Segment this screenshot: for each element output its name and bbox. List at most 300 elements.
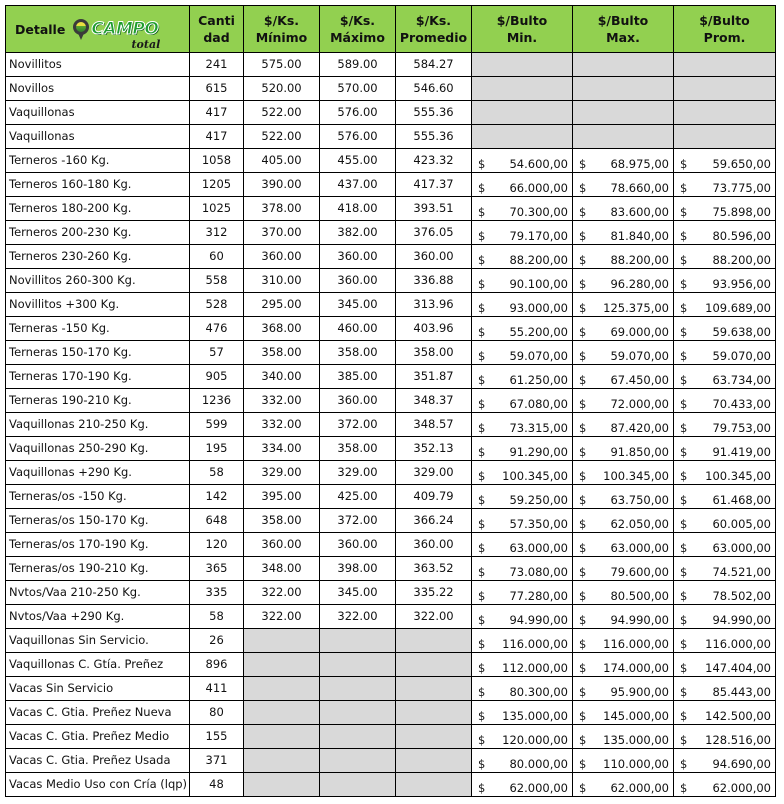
cell-kg-min: 378.00: [244, 197, 320, 221]
currency-symbol: $: [579, 349, 587, 363]
cell-detalle: Vaquillonas: [6, 101, 190, 125]
cell-detalle: Vacas C. Gtia. Preñez Nueva: [6, 701, 190, 725]
table-row: [6, 125, 776, 149]
amount: 79.600,00: [610, 565, 669, 579]
price-table-container: [5, 5, 776, 797]
cell-bulto-max: [573, 101, 674, 125]
cell-bulto-prom: [674, 773, 776, 797]
cell-bulto-prom: [674, 293, 776, 317]
cell-kg-max: 358.00: [320, 437, 396, 461]
price-table: [5, 5, 776, 797]
cell-bulto-max: [573, 197, 674, 221]
cell-kg-min: 348.00: [244, 557, 320, 581]
currency-symbol: $: [680, 349, 688, 363]
amount: 135.000,00: [603, 733, 669, 747]
amount: 62.050,00: [610, 517, 669, 531]
cell-bulto-prom: [674, 557, 776, 581]
cell-bulto-min: [472, 437, 573, 461]
currency-symbol: $: [478, 397, 486, 411]
currency-symbol: $: [478, 301, 486, 315]
cell-cantidad: 48: [190, 773, 244, 797]
amount: 116.000,00: [603, 637, 669, 651]
cell-detalle: Vaquillonas 210-250 Kg.: [6, 413, 190, 437]
cell-kg-prom: 322.00: [396, 605, 472, 629]
currency-symbol: $: [680, 613, 688, 627]
cell-bulto-prom: [674, 149, 776, 173]
header-kg-min: $/Ks. Mínimo: [244, 6, 320, 53]
cell-kg-prom: 348.37: [396, 389, 472, 413]
cell-kg-min: [244, 773, 320, 797]
cell-kg-max: 358.00: [320, 341, 396, 365]
cell-detalle: Terneros 200-230 Kg.: [6, 221, 190, 245]
cell-kg-max: 460.00: [320, 317, 396, 341]
cell-kg-prom: 423.32: [396, 149, 472, 173]
cell-detalle: Terneras 170-190 Kg.: [6, 365, 190, 389]
table-row: [6, 605, 776, 629]
cell-bulto-min: [472, 461, 573, 485]
cell-cantidad: 155: [190, 725, 244, 749]
campo-total-logo: [73, 11, 161, 51]
cell-kg-max: [320, 701, 396, 725]
currency-symbol: $: [478, 637, 486, 651]
cell-detalle: Vacas Sin Servicio: [6, 677, 190, 701]
cell-detalle: Vacas C. Gtia. Preñez Medio: [6, 725, 190, 749]
cell-bulto-prom: [674, 749, 776, 773]
cell-bulto-prom: [674, 701, 776, 725]
amount: 79.170,00: [509, 229, 568, 243]
cell-bulto-prom: [674, 533, 776, 557]
amount: 112.000,00: [502, 661, 568, 675]
table-row: [6, 533, 776, 557]
table-row: [6, 629, 776, 653]
cell-kg-max: 372.00: [320, 509, 396, 533]
cell-kg-prom: 358.00: [396, 341, 472, 365]
cell-kg-prom: 555.36: [396, 101, 472, 125]
header-cantidad: Canti dad: [190, 6, 244, 53]
cell-kg-min: [244, 677, 320, 701]
cell-kg-min: 575.00: [244, 53, 320, 77]
currency-symbol: $: [680, 301, 688, 315]
cell-bulto-max: [573, 245, 674, 269]
cell-kg-max: 398.00: [320, 557, 396, 581]
currency-symbol: $: [579, 397, 587, 411]
currency-symbol: $: [579, 757, 587, 771]
cell-bulto-prom: [674, 197, 776, 221]
currency-symbol: $: [478, 757, 486, 771]
cell-cantidad: 1205: [190, 173, 244, 197]
cell-bulto-max: [573, 317, 674, 341]
currency-symbol: $: [478, 253, 486, 267]
cell-kg-max: 360.00: [320, 245, 396, 269]
currency-symbol: $: [478, 373, 486, 387]
amount: 93.956,00: [712, 277, 771, 291]
cell-bulto-max: [573, 773, 674, 797]
cell-kg-prom: 348.57: [396, 413, 472, 437]
cell-bulto-max: [573, 701, 674, 725]
currency-symbol: $: [478, 493, 486, 507]
currency-symbol: $: [680, 469, 688, 483]
cell-detalle: Nvtos/Vaa +290 Kg.: [6, 605, 190, 629]
cell-detalle: Terneros -160 Kg.: [6, 149, 190, 173]
table-row: [6, 341, 776, 365]
amount: 63.000,00: [610, 541, 669, 555]
cell-kg-max: 322.00: [320, 605, 396, 629]
currency-symbol: $: [680, 541, 688, 555]
cell-detalle: Terneras/os 170-190 Kg.: [6, 533, 190, 557]
amount: 85.443,00: [712, 685, 771, 699]
currency-symbol: $: [478, 469, 486, 483]
currency-symbol: $: [478, 277, 486, 291]
table-row: [6, 269, 776, 293]
amount: 94.990,00: [712, 613, 771, 627]
currency-symbol: $: [680, 229, 688, 243]
cell-detalle: Novillos: [6, 77, 190, 101]
cell-detalle: Terneras/os 190-210 Kg.: [6, 557, 190, 581]
amount: 135.000,00: [502, 709, 568, 723]
amount: 59.070,00: [509, 349, 568, 363]
cell-detalle: Terneras 190-210 Kg.: [6, 389, 190, 413]
amount: 88.200,00: [509, 253, 568, 267]
cell-bulto-max: [573, 221, 674, 245]
cell-kg-max: 455.00: [320, 149, 396, 173]
cell-bulto-min: [472, 557, 573, 581]
cell-bulto-max: [573, 341, 674, 365]
table-row: [6, 749, 776, 773]
cell-detalle: Terneras/os 150-170 Kg.: [6, 509, 190, 533]
cell-bulto-min: [472, 341, 573, 365]
currency-symbol: $: [680, 277, 688, 291]
cell-kg-min: 358.00: [244, 509, 320, 533]
amount: 63.000,00: [712, 541, 771, 555]
amount: 145.000,00: [603, 709, 669, 723]
cell-cantidad: 58: [190, 461, 244, 485]
table-row: [6, 293, 776, 317]
cell-kg-max: 329.00: [320, 461, 396, 485]
cell-bulto-min: [472, 365, 573, 389]
cell-bulto-min: [472, 605, 573, 629]
cell-kg-max: 385.00: [320, 365, 396, 389]
cell-cantidad: 312: [190, 221, 244, 245]
cell-kg-min: 405.00: [244, 149, 320, 173]
cell-kg-max: 345.00: [320, 581, 396, 605]
cell-bulto-min: [472, 509, 573, 533]
cell-detalle: Vaquillonas: [6, 125, 190, 149]
cell-kg-prom: [396, 749, 472, 773]
table-row: [6, 101, 776, 125]
cell-bulto-prom: [674, 677, 776, 701]
amount: 54.600,00: [509, 157, 568, 171]
amount: 67.450,00: [610, 373, 669, 387]
cell-detalle: Vaquillonas Sin Servicio.: [6, 629, 190, 653]
cell-bulto-prom: [674, 173, 776, 197]
cell-kg-max: 360.00: [320, 389, 396, 413]
cell-detalle: Vacas Medio Uso con Críа (lqp): [6, 773, 190, 797]
amount: 116.000,00: [502, 637, 568, 651]
amount: 90.100,00: [509, 277, 568, 291]
cell-kg-max: 360.00: [320, 269, 396, 293]
cell-bulto-min: [472, 725, 573, 749]
amount: 59.638,00: [712, 325, 771, 339]
cell-cantidad: 411: [190, 677, 244, 701]
cell-kg-max: 418.00: [320, 197, 396, 221]
currency-symbol: $: [579, 229, 587, 243]
currency-symbol: $: [579, 733, 587, 747]
cell-kg-min: 520.00: [244, 77, 320, 101]
cell-kg-min: [244, 701, 320, 725]
currency-symbol: $: [478, 325, 486, 339]
cell-bulto-max: [573, 749, 674, 773]
currency-symbol: $: [680, 709, 688, 723]
amount: 83.600,00: [610, 205, 669, 219]
table-row: [6, 221, 776, 245]
logo-sub-text: total: [131, 37, 161, 51]
cell-kg-min: 360.00: [244, 245, 320, 269]
cell-bulto-min: [472, 197, 573, 221]
amount: 80.000,00: [509, 757, 568, 771]
table-header: [6, 6, 776, 53]
cell-bulto-min: [472, 485, 573, 509]
currency-symbol: $: [680, 493, 688, 507]
amount: 79.753,00: [712, 421, 771, 435]
currency-symbol: $: [680, 517, 688, 531]
amount: 74.521,00: [712, 565, 771, 579]
header-bulto-min: $/Bulto Min.: [472, 6, 573, 53]
cell-kg-min: 332.00: [244, 413, 320, 437]
amount: 88.200,00: [712, 253, 771, 267]
cell-cantidad: 195: [190, 437, 244, 461]
cell-detalle: Vacas C. Gtia. Preñez Usada: [6, 749, 190, 773]
currency-symbol: $: [579, 421, 587, 435]
cell-kg-max: [320, 653, 396, 677]
cell-bulto-prom: [674, 101, 776, 125]
cell-kg-prom: [396, 677, 472, 701]
cell-kg-min: 522.00: [244, 125, 320, 149]
cell-kg-prom: 376.05: [396, 221, 472, 245]
amount: 125.375,00: [603, 301, 669, 315]
cell-bulto-max: [573, 173, 674, 197]
cell-kg-prom: [396, 653, 472, 677]
cell-kg-min: 332.00: [244, 389, 320, 413]
cell-kg-prom: 335.22: [396, 581, 472, 605]
cell-cantidad: 528: [190, 293, 244, 317]
table-row: [6, 677, 776, 701]
currency-symbol: $: [579, 325, 587, 339]
amount: 93.000,00: [509, 301, 568, 315]
cell-kg-prom: 352.13: [396, 437, 472, 461]
table-row: [6, 461, 776, 485]
currency-symbol: $: [680, 445, 688, 459]
cell-bulto-prom: [674, 245, 776, 269]
amount: 61.468,00: [712, 493, 771, 507]
amount: 62.000,00: [610, 781, 669, 795]
cell-cantidad: 120: [190, 533, 244, 557]
cell-kg-prom: [396, 725, 472, 749]
cell-bulto-max: [573, 653, 674, 677]
cell-bulto-prom: [674, 485, 776, 509]
amount: 80.500,00: [610, 589, 669, 603]
currency-symbol: $: [579, 157, 587, 171]
cell-bulto-min: [472, 701, 573, 725]
amount: 91.419,00: [712, 445, 771, 459]
cell-bulto-min: [472, 773, 573, 797]
currency-symbol: $: [478, 613, 486, 627]
cell-detalle: Terneros 160-180 Kg.: [6, 173, 190, 197]
cell-bulto-prom: [674, 389, 776, 413]
amount: 174.000,00: [603, 661, 669, 675]
cell-bulto-min: [472, 413, 573, 437]
cell-bulto-prom: [674, 605, 776, 629]
header-bulto-prom: $/Bulto Prom.: [674, 6, 776, 53]
cell-cantidad: 58: [190, 605, 244, 629]
currency-symbol: $: [680, 205, 688, 219]
table-row: [6, 437, 776, 461]
amount: 67.080,00: [509, 397, 568, 411]
table-row: [6, 53, 776, 77]
cell-bulto-min: [472, 533, 573, 557]
cell-bulto-prom: [674, 317, 776, 341]
cell-cantidad: 417: [190, 125, 244, 149]
cell-kg-min: 340.00: [244, 365, 320, 389]
amount: 70.433,00: [712, 397, 771, 411]
cell-bulto-min: [472, 53, 573, 77]
amount: 91.850,00: [610, 445, 669, 459]
cell-bulto-max: [573, 725, 674, 749]
cell-cantidad: 417: [190, 101, 244, 125]
currency-symbol: $: [680, 733, 688, 747]
cell-bulto-min: [472, 653, 573, 677]
map-pin-icon: [73, 19, 89, 39]
cell-bulto-max: [573, 533, 674, 557]
cell-bulto-prom: [674, 341, 776, 365]
amount: 70.300,00: [509, 205, 568, 219]
cell-kg-max: 589.00: [320, 53, 396, 77]
amount: 59.070,00: [712, 349, 771, 363]
cell-bulto-max: [573, 509, 674, 533]
currency-symbol: $: [579, 301, 587, 315]
table-row: [6, 149, 776, 173]
cell-cantidad: 599: [190, 413, 244, 437]
cell-kg-prom: 546.60: [396, 77, 472, 101]
cell-detalle: Novillitos 260-300 Kg.: [6, 269, 190, 293]
currency-symbol: $: [680, 325, 688, 339]
cell-cantidad: 335: [190, 581, 244, 605]
cell-bulto-prom: [674, 53, 776, 77]
table-body: [6, 53, 776, 797]
amount: 91.290,00: [509, 445, 568, 459]
cell-bulto-prom: [674, 221, 776, 245]
cell-bulto-max: [573, 365, 674, 389]
cell-cantidad: 241: [190, 53, 244, 77]
currency-symbol: $: [579, 277, 587, 291]
currency-symbol: $: [579, 253, 587, 267]
cell-bulto-max: [573, 125, 674, 149]
cell-bulto-min: [472, 245, 573, 269]
cell-kg-min: 295.00: [244, 293, 320, 317]
cell-bulto-min: [472, 317, 573, 341]
amount: 120.000,00: [502, 733, 568, 747]
cell-kg-min: [244, 749, 320, 773]
cell-kg-min: 310.00: [244, 269, 320, 293]
amount: 94.990,00: [610, 613, 669, 627]
currency-symbol: $: [478, 421, 486, 435]
cell-bulto-min: [472, 125, 573, 149]
currency-symbol: $: [478, 181, 486, 195]
cell-bulto-max: [573, 677, 674, 701]
currency-symbol: $: [579, 469, 587, 483]
currency-symbol: $: [478, 733, 486, 747]
cell-bulto-min: [472, 221, 573, 245]
currency-symbol: $: [680, 181, 688, 195]
cell-bulto-prom: [674, 725, 776, 749]
cell-detalle: Terneras -150 Kg.: [6, 317, 190, 341]
currency-symbol: $: [579, 709, 587, 723]
currency-symbol: $: [579, 613, 587, 627]
cell-kg-prom: 351.87: [396, 365, 472, 389]
currency-symbol: $: [579, 445, 587, 459]
cell-kg-prom: 584.27: [396, 53, 472, 77]
cell-bulto-min: [472, 269, 573, 293]
header-bulto-max: $/Bulto Max.: [573, 6, 674, 53]
currency-symbol: $: [478, 229, 486, 243]
table-row: [6, 653, 776, 677]
cell-bulto-min: [472, 149, 573, 173]
cell-bulto-min: [472, 293, 573, 317]
amount: 78.660,00: [610, 181, 669, 195]
cell-kg-min: 322.00: [244, 605, 320, 629]
cell-cantidad: 615: [190, 77, 244, 101]
cell-bulto-prom: [674, 581, 776, 605]
cell-bulto-prom: [674, 461, 776, 485]
cell-kg-max: 345.00: [320, 293, 396, 317]
amount: 94.690,00: [712, 757, 771, 771]
cell-cantidad: 142: [190, 485, 244, 509]
cell-kg-prom: 360.00: [396, 245, 472, 269]
cell-kg-min: 360.00: [244, 533, 320, 557]
amount: 88.200,00: [610, 253, 669, 267]
cell-bulto-max: [573, 413, 674, 437]
cell-cantidad: 26: [190, 629, 244, 653]
currency-symbol: $: [680, 373, 688, 387]
amount: 66.000,00: [509, 181, 568, 195]
currency-symbol: $: [478, 205, 486, 219]
currency-symbol: $: [579, 493, 587, 507]
cell-kg-prom: 403.96: [396, 317, 472, 341]
table-row: [6, 509, 776, 533]
amount: 60.005,00: [712, 517, 771, 531]
cell-bulto-min: [472, 173, 573, 197]
cell-bulto-max: [573, 461, 674, 485]
currency-symbol: $: [478, 781, 486, 795]
table-row: [6, 701, 776, 725]
amount: 75.898,00: [712, 205, 771, 219]
amount: 100.345,00: [502, 469, 568, 483]
currency-symbol: $: [579, 181, 587, 195]
amount: 73.315,00: [509, 421, 568, 435]
cell-detalle: Vaquillonas C. Gtía. Preñez: [6, 653, 190, 677]
cell-kg-prom: 409.79: [396, 485, 472, 509]
cell-bulto-max: [573, 581, 674, 605]
amount: 73.775,00: [712, 181, 771, 195]
cell-detalle: Terneras 150-170 Kg.: [6, 341, 190, 365]
amount: 142.500,00: [705, 709, 771, 723]
currency-symbol: $: [579, 637, 587, 651]
currency-symbol: $: [478, 565, 486, 579]
currency-symbol: $: [680, 781, 688, 795]
currency-symbol: $: [680, 157, 688, 171]
currency-symbol: $: [478, 541, 486, 555]
amount: 94.990,00: [509, 613, 568, 627]
cell-bulto-prom: [674, 269, 776, 293]
